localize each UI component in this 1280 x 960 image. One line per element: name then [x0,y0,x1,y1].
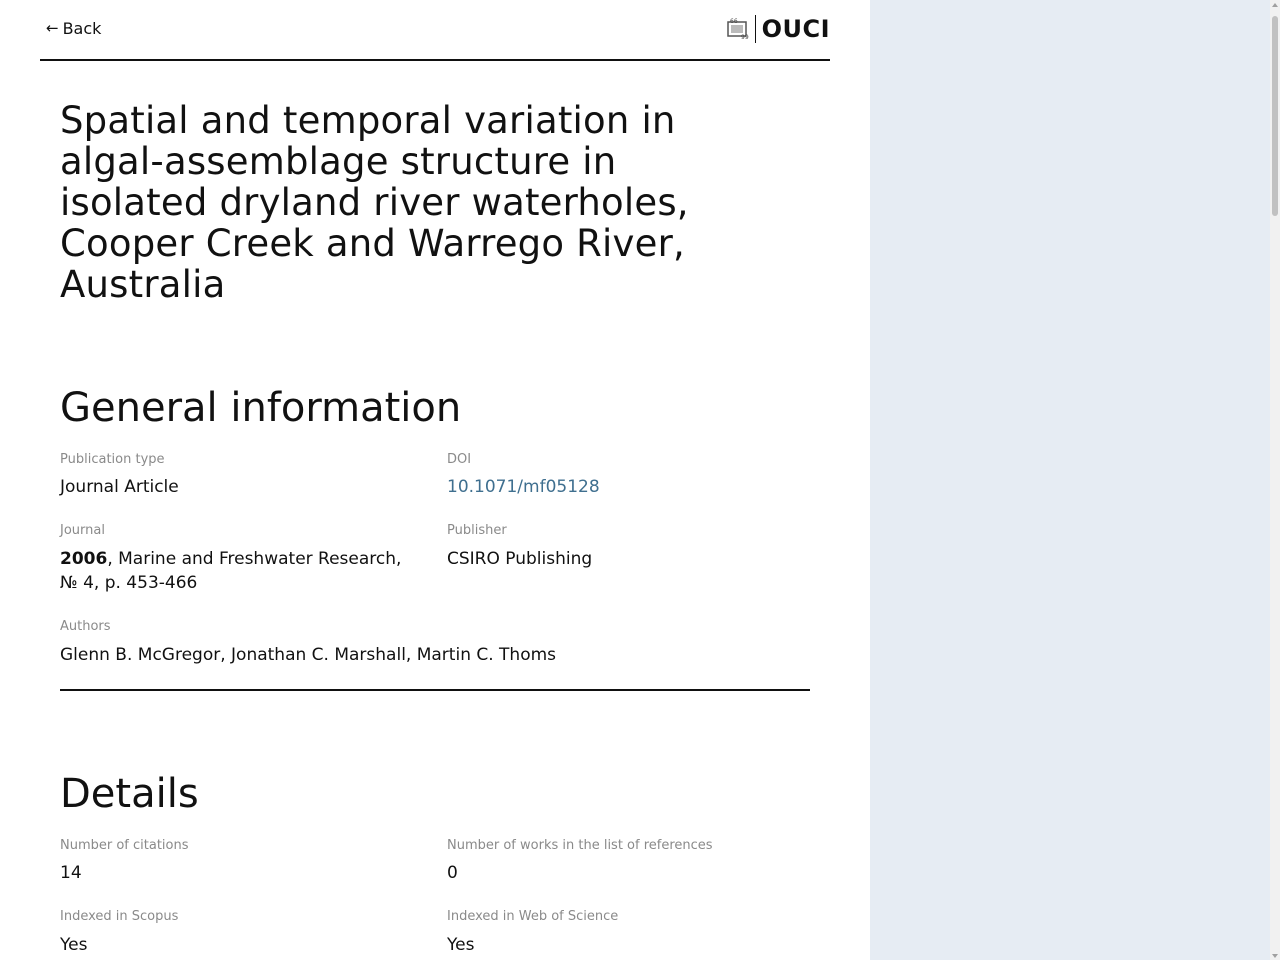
scopus-label: Indexed in Scopus [60,909,179,924]
journal-year: 2006 [60,549,108,569]
publication-type-value: Journal Article [60,477,179,497]
doi-link[interactable]: 10.1071/mf05128 [447,477,600,497]
side-panel [870,0,1270,960]
authors-value: Glenn B. McGregor, Jonathan C. Marshall, Martin C. Thoms [60,645,557,665]
scrollbar[interactable] [1270,0,1280,960]
wos-label: Indexed in Web of Science [447,909,619,924]
references-label: Number of works in the list of references [447,838,713,853]
journal-value [60,547,420,595]
svg-text:66: 66 [729,18,738,25]
references-value: 0 [447,863,458,883]
journal-label: Journal [60,523,105,538]
back-link[interactable] [46,19,101,38]
citations-label: Number of citations [60,838,189,853]
arrow-left-icon: ← [46,19,59,37]
svg-text:99: 99 [740,34,749,40]
publisher-value: CSIRO Publishing [447,549,593,569]
scopus-value: Yes [60,935,88,955]
journal-issue-pages: № 4, p. 453-466 [60,573,198,593]
logo-divider [755,15,756,43]
journal-name: , Marine and Freshwater Research, [107,549,402,569]
logo[interactable] [727,14,830,44]
publisher-label: Publisher [447,523,507,538]
ouci-logo-icon [727,18,751,40]
header [40,0,830,61]
scroll-down-icon[interactable] [1272,954,1278,958]
logo-text: OUCI [761,15,830,43]
article-title: Spatial and temporal variation in algal-assemblage structure in isolated dryland river waterholes, Cooper Creek and Warrego River, Australia [60,99,689,306]
section-divider [60,689,810,691]
details-heading: Details [60,771,199,817]
scrollbar-thumb[interactable] [1272,16,1278,216]
general-information-heading: General information [60,385,462,431]
citations-value: 14 [60,863,82,883]
wos-value: Yes [447,935,475,955]
publication-type-label: Publication type [60,452,165,467]
back-label: Back [62,19,102,38]
scroll-up-icon[interactable] [1272,3,1278,7]
doi-label: DOI [447,452,472,467]
authors-label: Authors [60,619,111,634]
